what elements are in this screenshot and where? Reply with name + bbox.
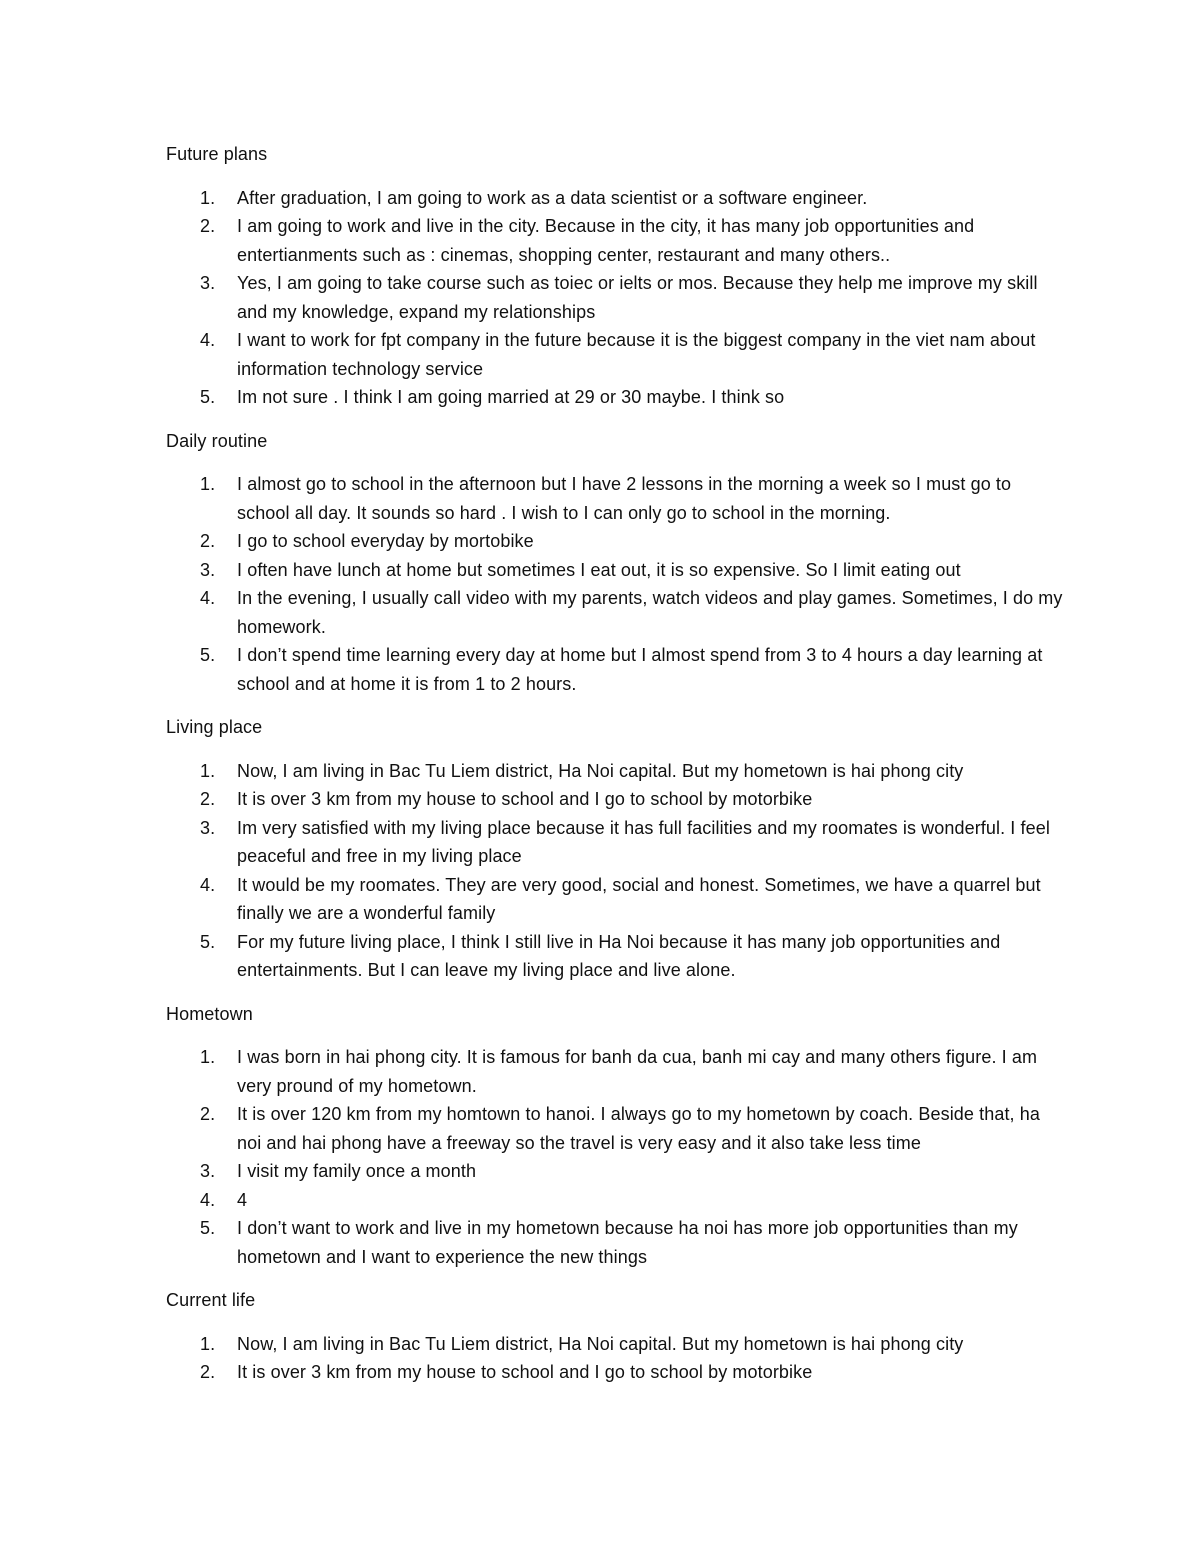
list-number: 2.	[200, 789, 216, 809]
section-living-place	[166, 713, 1066, 985]
list-item-text: 4	[237, 1189, 248, 1210]
list-number: 4.	[200, 1189, 216, 1210]
list-number: 5.	[200, 1218, 216, 1238]
list-item-text: It is over 3 km from my house to school and I go to school by motorbike	[237, 1362, 813, 1382]
list-number: 1.	[200, 187, 216, 208]
list-item-text: For my future living place, I think I still live in Ha Noi because it has many job opportunities and entertainments. But I can leave my living place and live alone.	[237, 931, 1001, 980]
list-item	[166, 269, 1066, 326]
list-item-text: I don’t want to work and live in my hometown because ha noi has more job opportunities than my hometown and I want to experience the new things	[237, 1218, 1018, 1267]
section-heading: Future plans	[166, 144, 268, 164]
list-number: 1.	[200, 1047, 216, 1067]
list-number: 2.	[200, 531, 216, 551]
list-item-text: In the evening, I usually call video with my parents, watch videos and play games. Sometimes, I do my homework.	[237, 588, 1063, 637]
list-number: 3.	[200, 273, 216, 293]
list-item	[166, 584, 1066, 641]
list-item	[166, 641, 1066, 698]
list-item-text: I was born in hai phong city. It is famous for banh da cua, banh mi cay and many others figure. I am very pround of my hometown.	[237, 1047, 1038, 1096]
list-number: 3.	[200, 1161, 216, 1181]
list-item-text: I want to work for fpt company in the future because it is the biggest company in the viet nam about information technology service	[237, 330, 1036, 379]
list-number: 5.	[200, 387, 216, 407]
list-item-text: Im not sure . I think I am going married at 29 or 30 maybe. I think so	[237, 387, 785, 407]
list-item	[166, 871, 1066, 928]
list-number: 3.	[200, 817, 216, 838]
numbered-list	[166, 1330, 1066, 1387]
list-number: 2.	[200, 216, 216, 236]
list-item	[166, 326, 1066, 383]
list-item	[166, 785, 1066, 814]
list-item-text: I am going to work and live in the city. Because in the city, it has many job opportunities and entertianments such as : cinemas, shopping center, restaurant and many others..	[237, 216, 975, 265]
list-item-text: I almost go to school in the afternoon but I have 2 lessons in the morning a week so I must go to school all day. It sounds so hard . I wish to I can only go to school in the morning.	[237, 474, 1012, 523]
numbered-list	[166, 184, 1066, 412]
list-item-text: After graduation, I am going to work as a data scientist or a software engineer.	[237, 187, 868, 208]
list-number: 1.	[200, 1333, 216, 1354]
list-number: 2.	[200, 1104, 216, 1124]
list-item	[166, 928, 1066, 985]
list-item-text: Yes, I am going to take course such as toiec or ielts or mos. Because they help me improve my skill and my knowledge, expand my relationships	[237, 273, 1038, 322]
list-item	[166, 556, 1066, 585]
list-item-text: Now, I am living in Bac Tu Liem district, Ha Noi capital. But my hometown is hai phong city	[237, 1333, 964, 1354]
list-item	[166, 1330, 1066, 1359]
list-number: 4.	[200, 588, 216, 608]
numbered-list	[166, 757, 1066, 985]
list-item-text: Im very satisfied with my living place because it has full facilities and my roomates is wonderful. I feel peaceful and free in my living place	[237, 817, 1050, 866]
list-item-text: I often have lunch at home but sometimes I eat out, it is so expensive. So I limit eating out	[237, 559, 961, 580]
section-current-life	[166, 1286, 1066, 1387]
list-item	[166, 212, 1066, 269]
section-heading: Current life	[166, 1290, 256, 1310]
list-item	[166, 1043, 1066, 1100]
section-hometown	[166, 1000, 1066, 1272]
document-body	[166, 140, 1066, 1402]
list-item	[166, 527, 1066, 556]
list-item	[166, 1186, 1066, 1215]
list-item	[166, 1157, 1066, 1186]
list-number: 4.	[200, 874, 216, 895]
list-number: 4.	[200, 330, 216, 350]
list-item	[166, 1214, 1066, 1271]
list-item	[166, 814, 1066, 871]
list-number: 1.	[200, 760, 216, 781]
list-item-text: I go to school everyday by mortobike	[237, 531, 534, 551]
list-item	[166, 470, 1066, 527]
list-item	[166, 757, 1066, 786]
list-item	[166, 1100, 1066, 1157]
list-item	[166, 184, 1066, 213]
section-heading: Living place	[166, 717, 263, 737]
list-item-text: It is over 3 km from my house to school and I go to school by motorbike	[237, 789, 813, 809]
list-item	[166, 1358, 1066, 1387]
list-item-text: It would be my roomates. They are very good, social and honest. Sometimes, we have a quarrel but finally we are a wonderful family	[237, 874, 1041, 923]
section-daily-routine	[166, 427, 1066, 699]
numbered-list	[166, 470, 1066, 698]
list-number: 1.	[200, 474, 216, 494]
list-number: 3.	[200, 559, 216, 580]
section-future-plans	[166, 140, 1066, 412]
list-item-text: It is over 120 km from my homtown to hanoi. I always go to my hometown by coach. Beside that, ha noi and hai phong have a freeway so the travel is very easy and it also take less time	[237, 1104, 1040, 1153]
list-item	[166, 383, 1066, 412]
list-item-text: Now, I am living in Bac Tu Liem district, Ha Noi capital. But my hometown is hai phong city	[237, 760, 964, 781]
list-number: 2.	[200, 1362, 216, 1382]
numbered-list	[166, 1043, 1066, 1271]
list-item-text: I visit my family once a month	[237, 1161, 477, 1181]
section-heading: Daily routine	[166, 430, 268, 451]
list-number: 5.	[200, 931, 216, 952]
section-heading: Hometown	[166, 1003, 253, 1024]
list-item-text: I don’t spend time learning every day at home but I almost spend from 3 to 4 hours a day learning at school and at home it is from 1 to 2 hours.	[237, 645, 1043, 694]
list-number: 5.	[200, 645, 216, 665]
